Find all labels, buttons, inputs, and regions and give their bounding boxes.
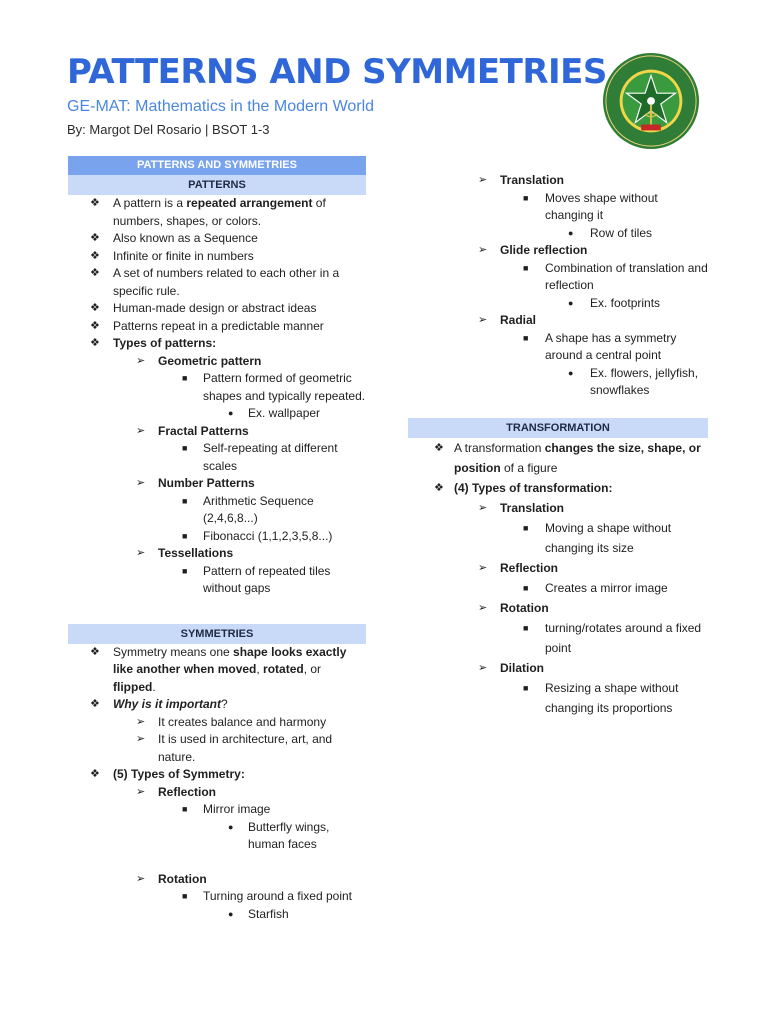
- dot-bullet-icon: ●: [228, 408, 234, 418]
- list-item: [408, 312, 708, 330]
- arrowhead-bullet-icon: ➢: [136, 872, 146, 885]
- list-item: [68, 801, 366, 819]
- square-bullet-icon: ■: [523, 262, 529, 273]
- square-bullet-icon: ■: [182, 443, 188, 453]
- list-item: [68, 423, 366, 441]
- list-item: [408, 190, 708, 225]
- symmetry-types-continued-list: [408, 172, 708, 400]
- dot-bullet-icon: ●: [568, 367, 574, 378]
- list-item: [408, 172, 708, 190]
- list-text-bold: Geometric pattern: [158, 353, 262, 368]
- list-item: [408, 365, 708, 400]
- list-text: It is used in architecture, art, and nature.: [158, 732, 333, 764]
- square-bullet-icon: ■: [523, 622, 529, 633]
- author-byline: By: Margot Del Rosario | BSOT 1-3: [67, 122, 270, 137]
- arrowhead-bullet-icon: ➢: [478, 174, 488, 186]
- diamond-bullet-icon: ❖: [90, 645, 100, 658]
- list-text-bold: Dilation: [500, 660, 544, 675]
- arrowhead-bullet-icon: ➢: [136, 547, 146, 559]
- list-item: [408, 260, 708, 295]
- list-item: [68, 888, 366, 906]
- list-text: Symmetry means one: [113, 644, 234, 659]
- list-item: [68, 440, 366, 475]
- list-text: Starfish: [248, 906, 289, 921]
- diamond-bullet-icon: ❖: [90, 232, 100, 244]
- list-item: [68, 493, 366, 528]
- list-text: Moves shape without changing it: [545, 190, 658, 222]
- square-bullet-icon: ■: [182, 565, 188, 576]
- list-item: [68, 731, 366, 766]
- symmetries-list: [68, 644, 366, 924]
- diamond-bullet-icon: ❖: [90, 302, 100, 314]
- list-text: Self-repeating at different scales: [203, 441, 338, 473]
- list-text-bold: Rotation: [158, 871, 207, 886]
- list-text-bold: flipped: [113, 679, 153, 694]
- list-text: Ex. footprints: [590, 295, 661, 310]
- list-item: [408, 330, 708, 365]
- dot-bullet-icon: ●: [568, 297, 574, 308]
- list-text: Ex. wallpaper: [248, 406, 321, 420]
- square-bullet-icon: ■: [182, 804, 188, 814]
- arrowhead-bullet-icon: ➢: [136, 477, 146, 489]
- section-band-patterns: PATTERNS: [68, 175, 366, 195]
- square-bullet-icon: ■: [182, 495, 188, 506]
- arrowhead-bullet-icon: ➢: [478, 244, 488, 256]
- list-item: [408, 578, 708, 598]
- list-text: Ex. flowers, jellyfish, snowflakes: [590, 365, 699, 397]
- arrowhead-bullet-icon: ➢: [136, 733, 146, 745]
- list-item: [68, 353, 366, 371]
- list-item: [408, 295, 708, 313]
- list-text-bold: Fractal Patterns: [158, 423, 249, 438]
- dot-bullet-icon: ●: [228, 908, 234, 919]
- list-item: [408, 678, 708, 718]
- list-text-bold: Reflection: [158, 784, 217, 799]
- list-item: [68, 318, 366, 336]
- square-bullet-icon: ■: [523, 332, 529, 343]
- square-bullet-icon: ■: [523, 582, 529, 593]
- list-text: It creates balance and harmony: [158, 714, 327, 729]
- list-item: [68, 475, 366, 493]
- school-seal-logo: [602, 52, 700, 150]
- patterns-list: [68, 195, 366, 598]
- list-item: [68, 248, 366, 266]
- list-item: [68, 871, 366, 889]
- list-text-bold: Tessellations: [158, 546, 234, 560]
- arrowhead-bullet-icon: ➢: [478, 501, 488, 514]
- list-item: [68, 545, 366, 563]
- list-item: [68, 714, 366, 732]
- diamond-bullet-icon: ❖: [434, 441, 444, 454]
- arrowhead-bullet-icon: ➢: [478, 314, 488, 326]
- diamond-bullet-icon: ❖: [90, 249, 100, 262]
- square-bullet-icon: ■: [182, 530, 188, 541]
- list-text-bold: Glide reflection: [500, 243, 588, 257]
- list-text: of a figure: [500, 460, 558, 475]
- list-text: Butterfly wings, human faces: [248, 819, 330, 851]
- list-text-bold: rotated: [263, 662, 304, 676]
- arrowhead-bullet-icon: ➢: [136, 715, 146, 728]
- diamond-bullet-icon: ❖: [90, 267, 100, 279]
- list-item: [408, 225, 708, 243]
- diamond-bullet-icon: ❖: [90, 197, 100, 209]
- list-text: Mirror image: [203, 802, 271, 816]
- arrowhead-bullet-icon: ➢: [136, 785, 146, 798]
- diamond-bullet-icon: ❖: [90, 768, 100, 780]
- list-text-bold: Translation: [500, 500, 565, 515]
- arrowhead-bullet-icon: ➢: [136, 354, 146, 367]
- square-bullet-icon: ■: [523, 192, 529, 203]
- list-text-bold: Translation: [500, 173, 565, 187]
- list-item: [68, 696, 366, 714]
- diamond-bullet-icon: ❖: [90, 337, 100, 349]
- list-text: , or: [303, 662, 322, 676]
- list-text-bold: shape looks exactly like another when moved: [113, 644, 347, 676]
- list-item: [68, 370, 366, 405]
- list-text-bold: (5) Types of Symmetry:: [113, 767, 245, 781]
- list-item: [68, 644, 366, 697]
- list-text: Resizing a shape without changing its proportions: [545, 680, 679, 715]
- list-text: Combination of translation and reflection: [545, 260, 708, 292]
- list-item: [68, 405, 366, 423]
- list-text: ,: [256, 662, 264, 676]
- list-text: A transformation: [454, 440, 545, 455]
- left-column: [68, 156, 366, 923]
- list-text: A shape has a symmetry around a central point: [545, 330, 677, 362]
- list-item: [68, 230, 366, 248]
- diamond-bullet-icon: ❖: [90, 319, 100, 332]
- list-text: A pattern is a: [113, 196, 187, 210]
- dot-bullet-icon: ●: [228, 821, 234, 832]
- list-item: [68, 819, 366, 854]
- list-text-bold: changes the size, shape, or position: [454, 440, 701, 475]
- list-text-bold: repeated arrangement: [186, 196, 313, 210]
- list-text-bold: Types of patterns:: [113, 336, 217, 350]
- list-text: Fibonacci (1,1,2,3,5,8...): [203, 528, 333, 543]
- list-text: .: [152, 679, 156, 694]
- list-item: [68, 335, 366, 353]
- list-text: Also known as a Sequence: [113, 231, 258, 245]
- list-text-bold: Radial: [500, 313, 537, 327]
- list-item: [68, 265, 366, 300]
- list-item: [408, 438, 708, 478]
- page-title: PATTERNS AND SYMMETRIES: [67, 52, 607, 92]
- list-text: ?: [221, 697, 228, 711]
- arrowhead-bullet-icon: ➢: [478, 661, 488, 674]
- list-item: [408, 242, 708, 260]
- square-bullet-icon: ■: [182, 891, 188, 901]
- list-text: Human-made design or abstract ideas: [113, 301, 317, 315]
- square-bullet-icon: ■: [523, 522, 529, 533]
- list-item: [408, 618, 708, 658]
- right-column: [408, 172, 708, 718]
- list-text: A set of numbers related to each other in a specific rule.: [113, 266, 340, 298]
- section-band-patterns-and-symmetries: PATTERNS AND SYMMETRIES: [68, 156, 366, 175]
- list-text-bold: Reflection: [500, 560, 559, 575]
- list-item: [68, 300, 366, 318]
- course-subtitle: GE-MAT: Mathematics in the Modern World: [67, 98, 375, 115]
- transformation-list: [408, 438, 708, 718]
- list-text: Moving a shape without changing its size: [545, 520, 672, 555]
- list-item: [408, 518, 708, 558]
- section-band-transformation: TRANSFORMATION: [408, 418, 708, 438]
- list-text: Creates a mirror image: [545, 580, 668, 595]
- arrowhead-bullet-icon: ➢: [136, 424, 146, 437]
- list-item: [408, 478, 708, 498]
- list-item: [408, 658, 708, 678]
- list-text: turning/rotates around a fixed point: [545, 620, 702, 655]
- section-band-symmetries: SYMMETRIES: [68, 624, 366, 644]
- list-text: Arithmetic Sequence (2,4,6,8...): [203, 493, 314, 525]
- list-item: [408, 598, 708, 618]
- list-text-bold: Number Patterns: [158, 476, 255, 490]
- list-item: [408, 498, 708, 518]
- diamond-bullet-icon: ❖: [90, 698, 100, 710]
- list-text: Infinite or finite in numbers: [113, 248, 254, 263]
- arrowhead-bullet-icon: ➢: [478, 561, 488, 574]
- dot-bullet-icon: ●: [568, 227, 574, 238]
- list-item: [68, 906, 366, 924]
- list-item: [68, 563, 366, 598]
- square-bullet-icon: ■: [182, 373, 188, 383]
- list-text: Row of tiles: [590, 225, 653, 240]
- square-bullet-icon: ■: [523, 682, 529, 693]
- list-item: [68, 784, 366, 802]
- list-item: [68, 195, 366, 230]
- list-item: [68, 528, 366, 546]
- list-text: Turning around a fixed point: [203, 889, 352, 903]
- list-text-bold-italic: Why is it important: [113, 697, 221, 711]
- list-text-bold: Rotation: [500, 600, 549, 615]
- list-text-bold: (4) Types of transformation:: [454, 480, 613, 495]
- arrowhead-bullet-icon: ➢: [478, 601, 488, 614]
- list-item: [408, 558, 708, 578]
- list-text: Patterns repeat in a predictable manner: [113, 318, 324, 333]
- diamond-bullet-icon: ❖: [434, 481, 444, 494]
- list-item: [68, 766, 366, 784]
- list-text: Pattern of repeated tiles without gaps: [203, 563, 331, 595]
- list-text: of numbers, shapes, or colors.: [113, 196, 326, 228]
- list-text: Pattern formed of geometric shapes and typically repeated.: [203, 371, 366, 403]
